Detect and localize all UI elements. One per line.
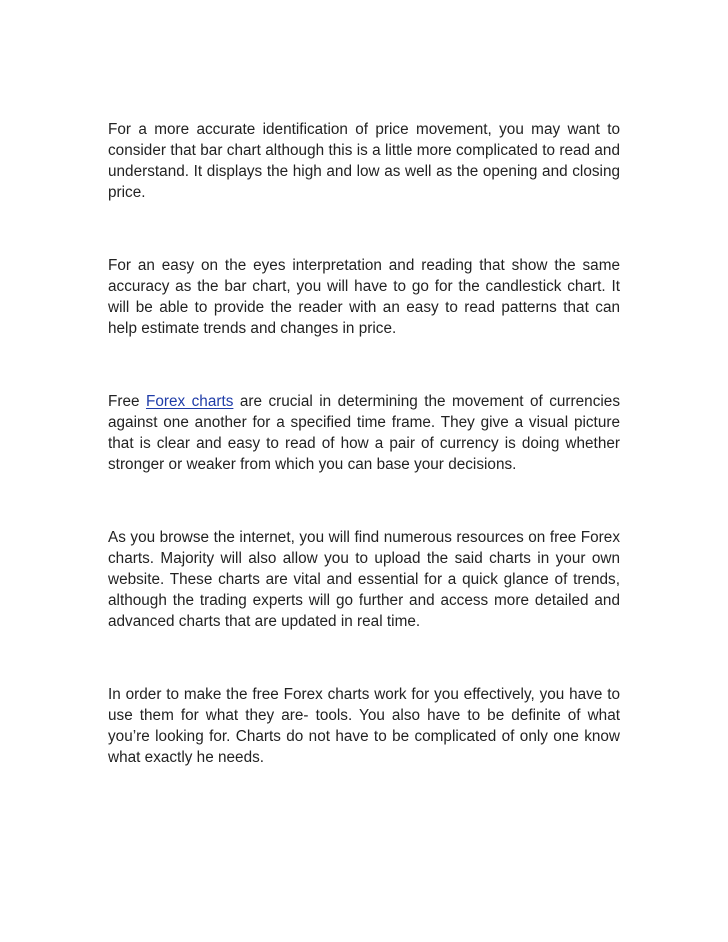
paragraph-candlestick-chart: For an easy on the eyes interpretation and reading that show the same accuracy as the bar chart, you will have to go for the candlestick chart. It will be able to provide the reader with an easy to read patterns that can help estimate trends and changes in price. xyxy=(108,257,620,337)
forex-charts-link[interactable]: Forex charts xyxy=(145,393,234,410)
paragraph-use-charts-effectively: In order to make the free Forex charts work for you effectively, you have to use them for what they are- tools. You also have to be definite of what you’re looking for. Charts do not have to be complicated of only one know what exactly he needs. xyxy=(108,686,620,766)
paragraph-text-before-link: Free xyxy=(108,393,146,410)
document-body xyxy=(108,119,620,768)
paragraph-internet-resources: As you browse the internet, you will find numerous resources on free Forex charts. Majority will also allow you to upload the said charts in your own website. These charts are vital and essential for a quick glance of trends, although the trading experts will go further and access more detailed and advanced charts that are updated in real time. xyxy=(108,529,620,630)
paragraph-price-movement: For a more accurate identification of price movement, you may want to consider that bar chart although this is a little more complicated to read and understand. It displays the high and low as well as the opening and closing price. xyxy=(108,121,620,201)
paragraph-free-forex-charts xyxy=(108,391,620,475)
paragraph-text-after-link: are crucial in determining the movement of currencies against one another for a specified time frame. They give a visual picture that is clear and easy to read of how a pair of currency is doing whether stronger or weaker from which you can base your decisions. xyxy=(108,393,620,473)
